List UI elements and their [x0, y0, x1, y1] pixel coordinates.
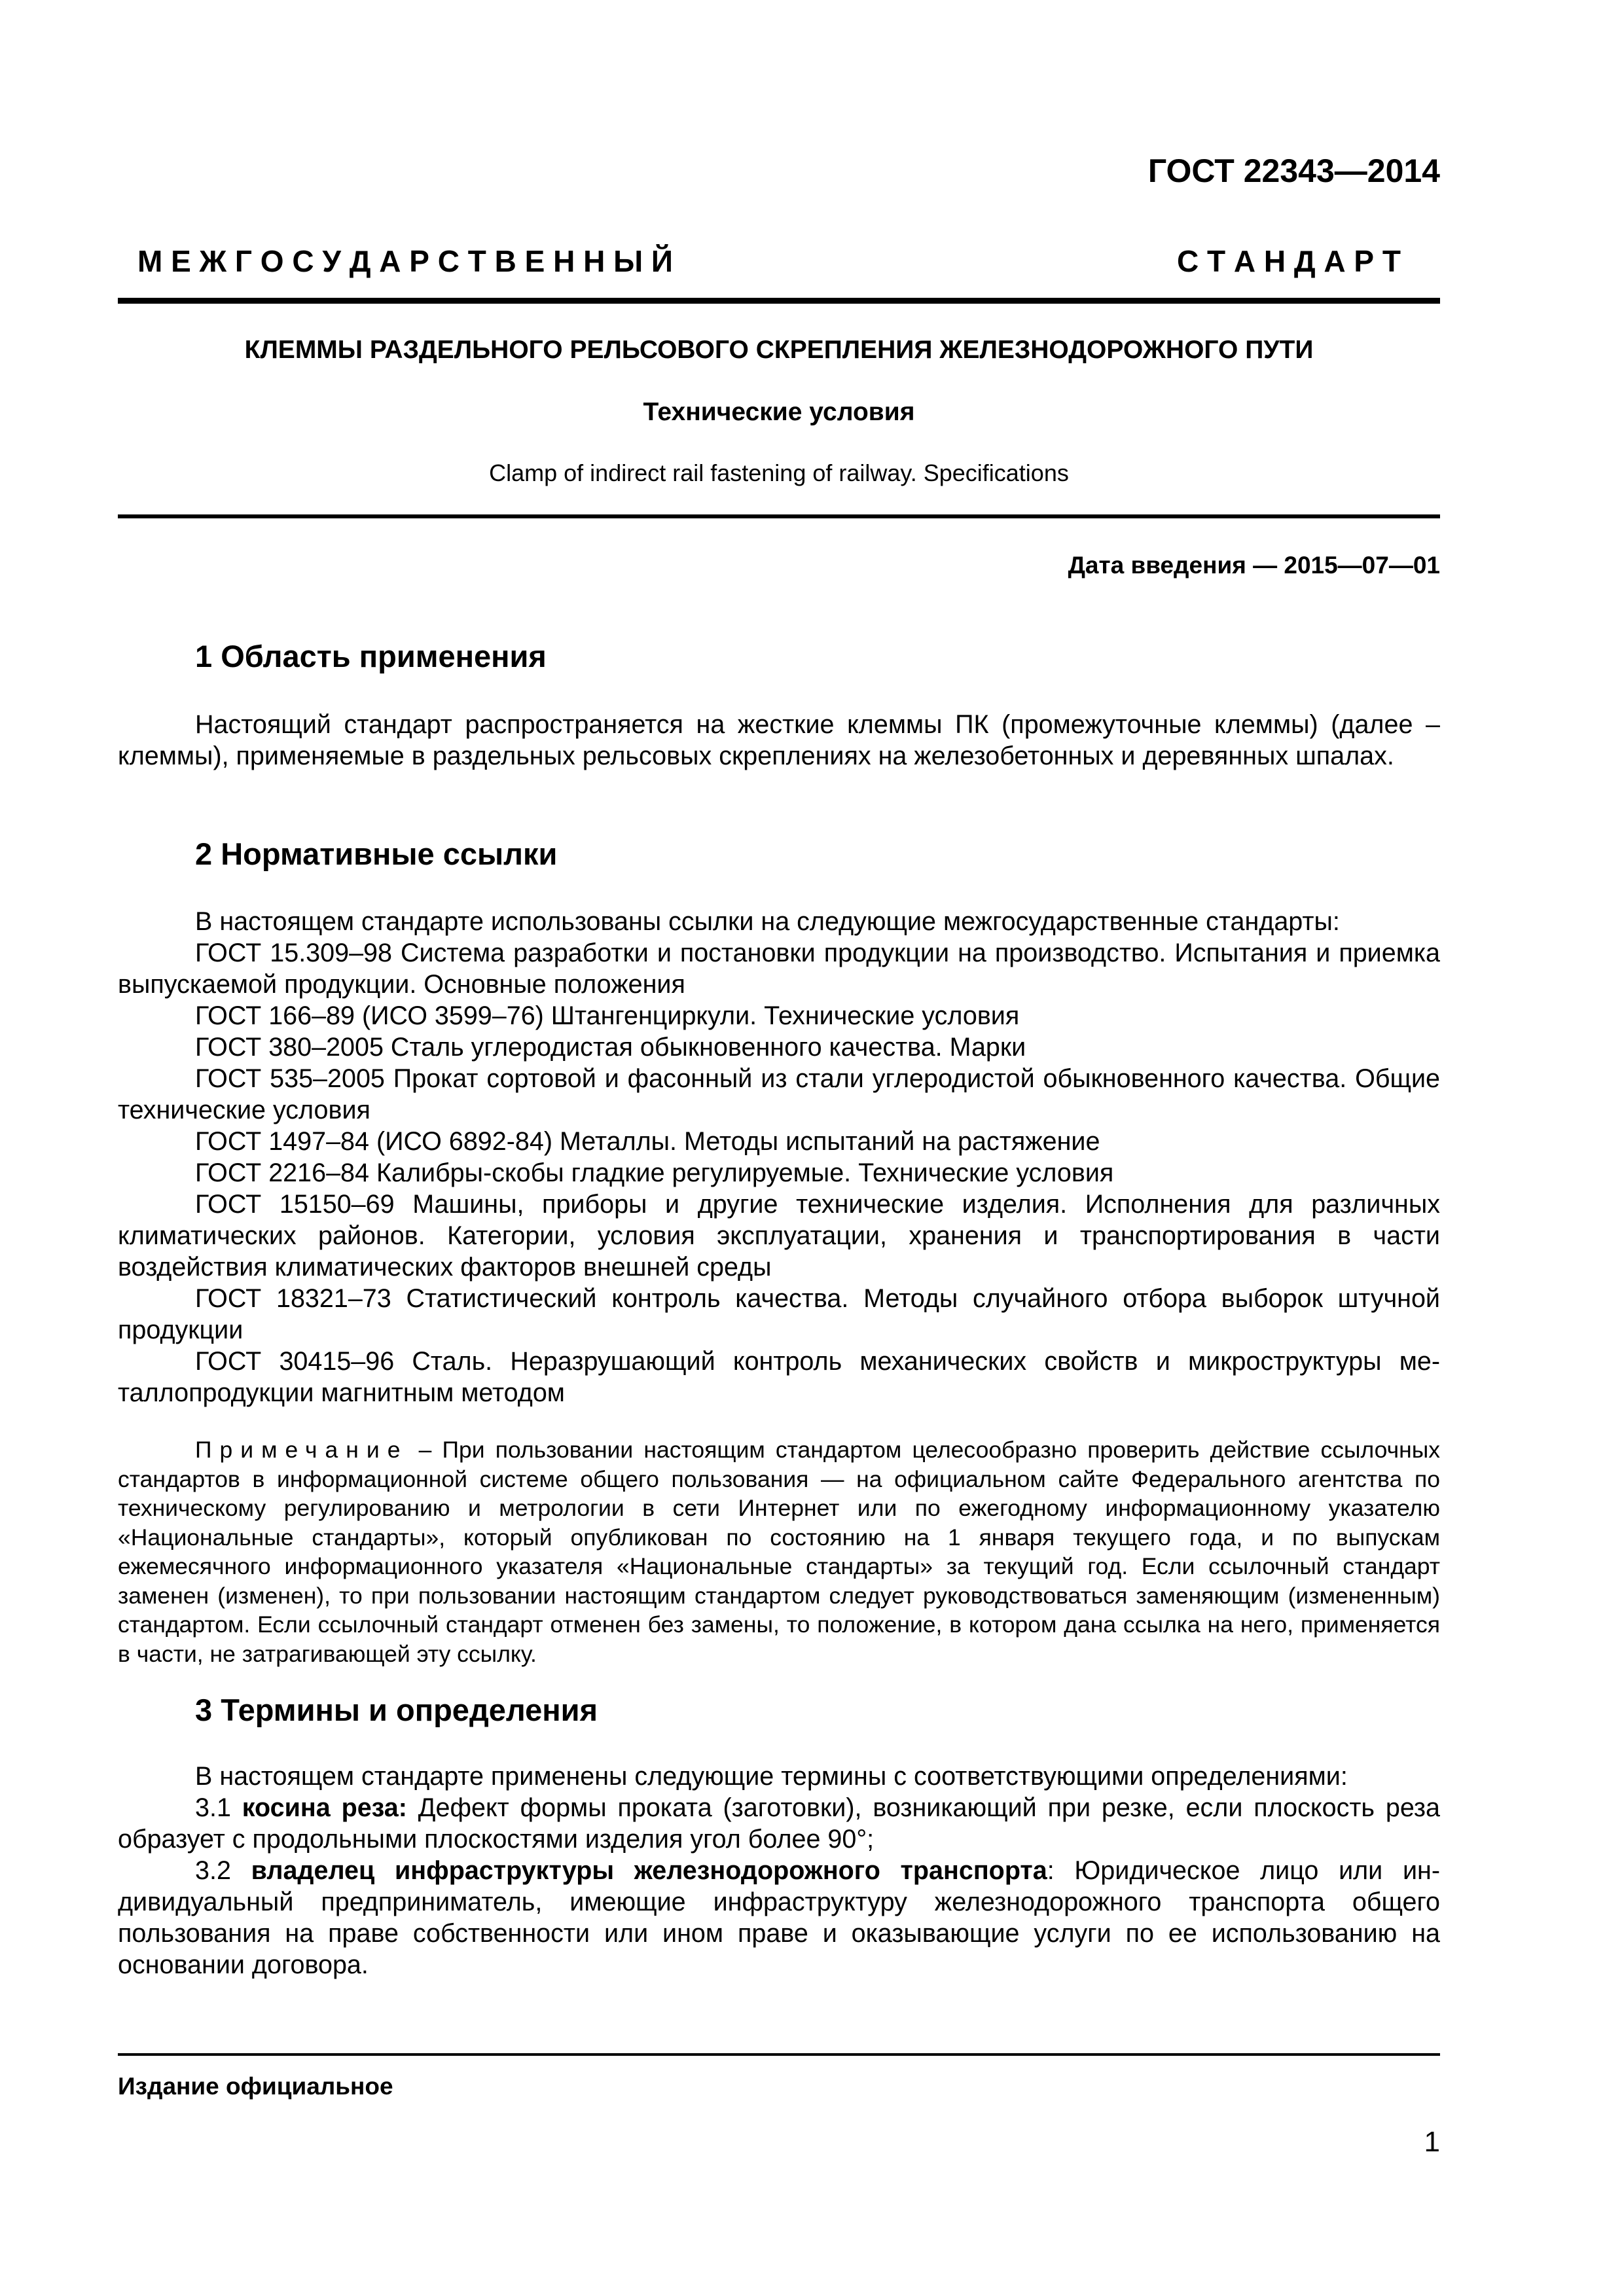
header-rule [118, 298, 1440, 304]
term-number: 3.1 [195, 1793, 242, 1822]
edition-label: Издание официальное [118, 2073, 393, 2100]
document-page [118, 0, 1440, 2296]
reference-item: ГОСТ 1497–84 (ИСО 6892-84) Металлы. Методы испытаний на растяжение [195, 1127, 1100, 1156]
reference-item: ГОСТ 380–2005 Сталь углеродистая обыкновенного качества. Марки [195, 1033, 1026, 1062]
reference-item: ГОСТ 15.309–98 Система разработки и постановки продукции на производство. Испытания и приемка выпускаемой продукции. Основные положения [118, 939, 1440, 999]
section-3-heading: 3 Термины и определения [195, 1693, 598, 1727]
term-name: владелец инфраструктуры железнодорожного транспорта [251, 1856, 1047, 1885]
footer-rule [118, 2053, 1440, 2056]
section-2-intro: В настоящем стандарте использованы ссылки на следующие межгосударственные стандарты: [195, 907, 1340, 936]
term-name: косина реза: [242, 1793, 407, 1822]
document-subtitle: Технические условия [643, 398, 915, 426]
term-number: 3.2 [195, 1856, 251, 1885]
section-1-text: Настоящий стандарт распространяется на жесткие клеммы ПК (промежуточные клеммы) (далее – клеммы), применяемые в раздельных рельсовых скреплениях на железобетонных и деревянных шпалах. [118, 710, 1440, 770]
document-title: КЛЕММЫ РАЗДЕЛЬНОГО РЕЛЬСОВОГО СКРЕПЛЕНИЯ ЖЕЛЕЗНОДОРОЖНОГО ПУТИ [244, 336, 1314, 364]
term-definition-text: Дефект формы проката (заготовки), возникающий при резке, если плоскость реза образует с продольными плоскостями изделия угол более 90°; [118, 1793, 1440, 1854]
reference-item: ГОСТ 2216–84 Калибры-скобы гладкие регулируемые. Технические условия [195, 1158, 1114, 1187]
standard-kind [137, 243, 1401, 279]
page-number: 1 [1424, 2126, 1440, 2158]
term-definition-text: : Юридическое лицо или индивидуальный предприниматель, имеющие инфраструктуру железнодорожного транспорта общего пользования на праве собственности или ином праве и оказывающие услуги по ее использованию на основании договора. [118, 1856, 1440, 1979]
standard-kind-word-1: М Е Ж Г О С У Д А Р С Т В Е Н Н Ы Й [137, 244, 673, 278]
english-title: Clamp of indirect rail fastening of railway. Specifications [489, 459, 1069, 486]
title-rule [118, 514, 1440, 518]
term-definition [118, 1855, 1440, 1981]
standard-kind-word-2: С Т А Н Д А Р Т [1177, 244, 1401, 278]
document-code: ГОСТ 22343—2014 [1147, 152, 1440, 189]
reference-item: ГОСТ 30415–96 Сталь. Неразрушающий контроль механических свойств и микроструктуры металлопродукции магнитным методом [118, 1347, 1440, 1407]
reference-item: ГОСТ 18321–73 Статистический контроль качества. Методы случайного отбора выборок штучной продукции [118, 1284, 1440, 1344]
section-1-heading: 1 Область применения [195, 639, 547, 673]
note-label: Примечание [195, 1437, 408, 1463]
section-2-heading: 2 Нормативные ссылки [195, 836, 558, 871]
reference-item: ГОСТ 166–89 (ИСО 3599–76) Штангенциркули. Технические условия [195, 1001, 1020, 1030]
section-3-intro: В настоящем стандарте применены следующие термины с соответствующими определениями: [195, 1762, 1348, 1791]
note [118, 1435, 1440, 1668]
term-definition [118, 1792, 1440, 1855]
reference-item: ГОСТ 535–2005 Прокат сортовой и фасонный из стали углеродистой обыкновенного качества. Общие технические условия [118, 1064, 1440, 1124]
introduction-date: Дата введения — 2015—07—01 [1068, 552, 1440, 579]
note-text: – При пользовании настоящим стандартом целесообразно проверить действие ссылочных стандартов в информационной системе общего пользования — на официальном сайте Федерального агентства по техническому регулированию и метрологии в сети Интернет или по ежегодному информационному указателю «Национальные стандарты», который опубликован по состоянию на 1 января текущего года, и по выпускам ежемесячного информационного указателя «Национальные стандарты» за текущий год. Если ссылочный стандарт заменен (изменен), то при пользовании настоящим стандартом следует руководствоваться заменяющим (измененным) стандартом. Если ссылочный стандарт отменен без замены, то положение, в котором дана ссылка на него, применяется в части, не затрагивающей эту ссылку. [118, 1437, 1440, 1667]
reference-item: ГОСТ 15150–69 Машины, приборы и другие технические изделия. Исполнения для различных климатических районов. Категории, условия эксплуатации, хранения и транспортирования в части воздействия климатических факторов внешней среды [118, 1190, 1440, 1282]
